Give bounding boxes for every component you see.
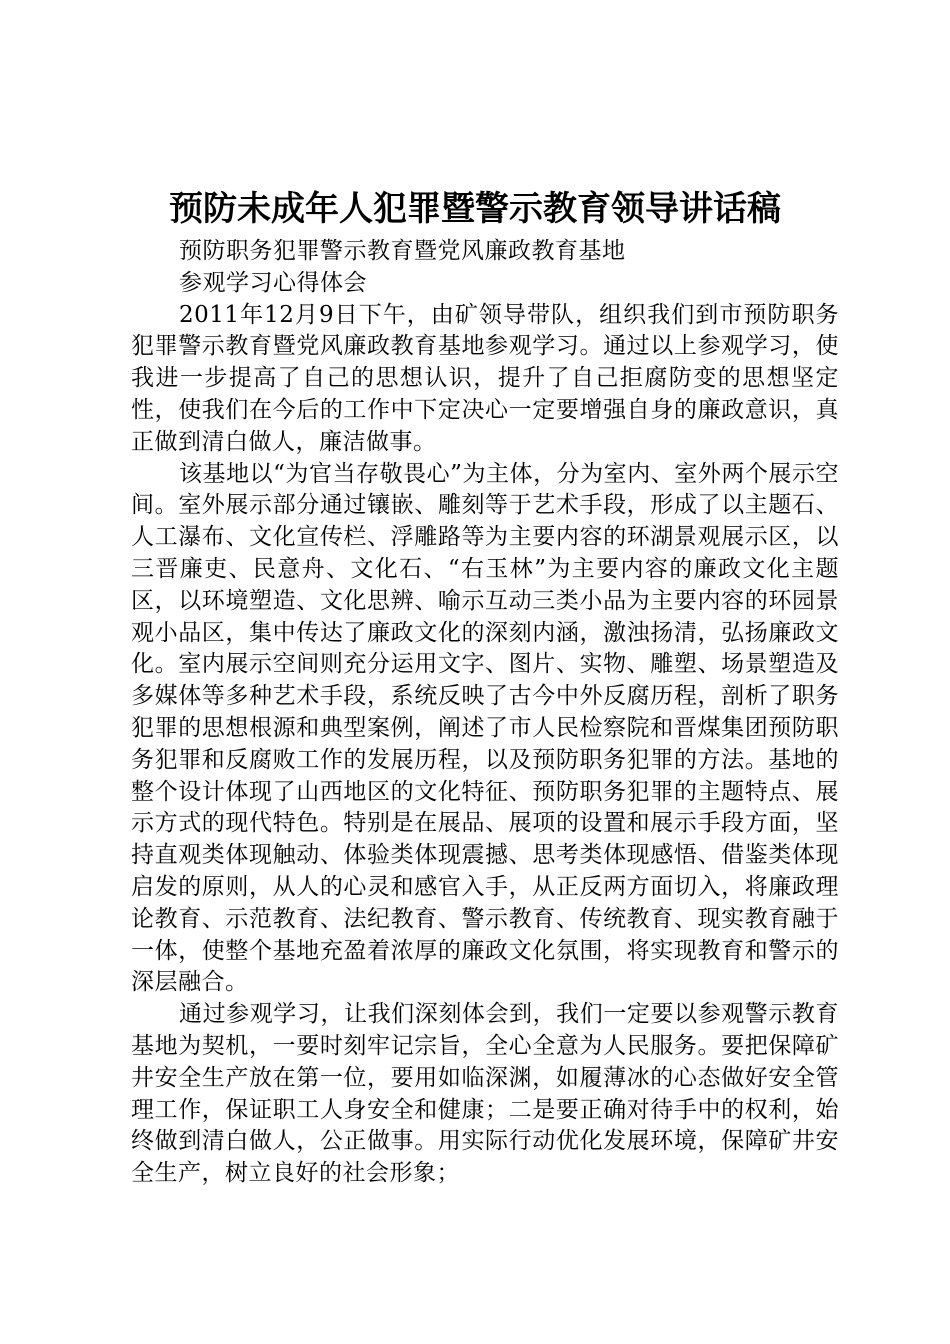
subtitle-line-1: 预防职务犯罪警示教育暨党风廉政教育基地	[179, 238, 626, 264]
document-title: 预防未成年人犯罪暨警示教育领导讲话稿	[169, 189, 781, 229]
paragraph-3: 通过参观学习，让我们深刻体会到，我们一定要以参观警示教育基地为契机，一要时刻牢记宗旨，全心全意为人民服务。要把保障矿井安全生产放在第一位，要用如临深渊，如履薄冰的心态做好安全管理工作，保证职工人身安全和健康；二是要正确对待手中的权利，始终做到清白做人，公正做事。用实际行动优化发展环境，保障矿井安全生产，树立良好的社会形象；	[131, 1001, 839, 1187]
paragraph-1: 2011年12月9日下午，由矿领导带队，组织我们到市预防职务犯罪警示教育暨党风廉政教育基地参观学习。通过以上参观学习，使我进一步提高了自己的思想认识，提升了自己拒腐防变的思想坚定性，使我们在今后的工作中下定决心一定要增强自身的廉政意识，真正做到清白做人，廉洁做事。	[131, 301, 839, 455]
document-body	[131, 236, 839, 1190]
paragraph-2: 该基地以“为官当存敬畏心”为主体，分为室内、室外两个展示空间。室外展示部分通过镶嵌、雕刻等于艺术手段，形成了以主题石、人工瀑布、文化宣传栏、浮雕路等为主要内容的环湖景观展示区，以三晋廉吏、民意舟、文化石、“右玉林”为主要内容的廉政文化主题区，以环境塑造、文化思辨、喻示互动三类小品为主要内容的环园景观小品区，集中传达了廉政文化的深刻内涵，激浊扬清，弘扬廉政文化。室内展示空间则充分运用文字、图片、实物、雕塑、场景塑造及多媒体等多种艺术手段，系统反映了古今中外反腐历程，剖析了职务犯罪的思想根源和典型案例，阐述了市人民检察院和晋煤集团预防职务犯罪和反腐败工作的发展历程，以及预防职务犯罪的方法。基地的整个设计体现了山西地区的文化特征、预防职务犯罪的主题特点、展示方式的现代特色。特别是在展品、展项的设置和展示手段方面，坚持直观类体现触动、体验类体现震撼、思考类体现感悟、借鉴类体现启发的原则，从人的心灵和感官入手，从正反两方面切入，将廉政理论教育、示范教育、法纪教育、警示教育、传统教育、现实教育融于一体，使整个基地充盈着浓厚的廉政文化氛围，将实现教育和警示的深层融合。	[131, 460, 839, 996]
subtitle-line-2: 参观学习心得体会	[179, 269, 367, 296]
